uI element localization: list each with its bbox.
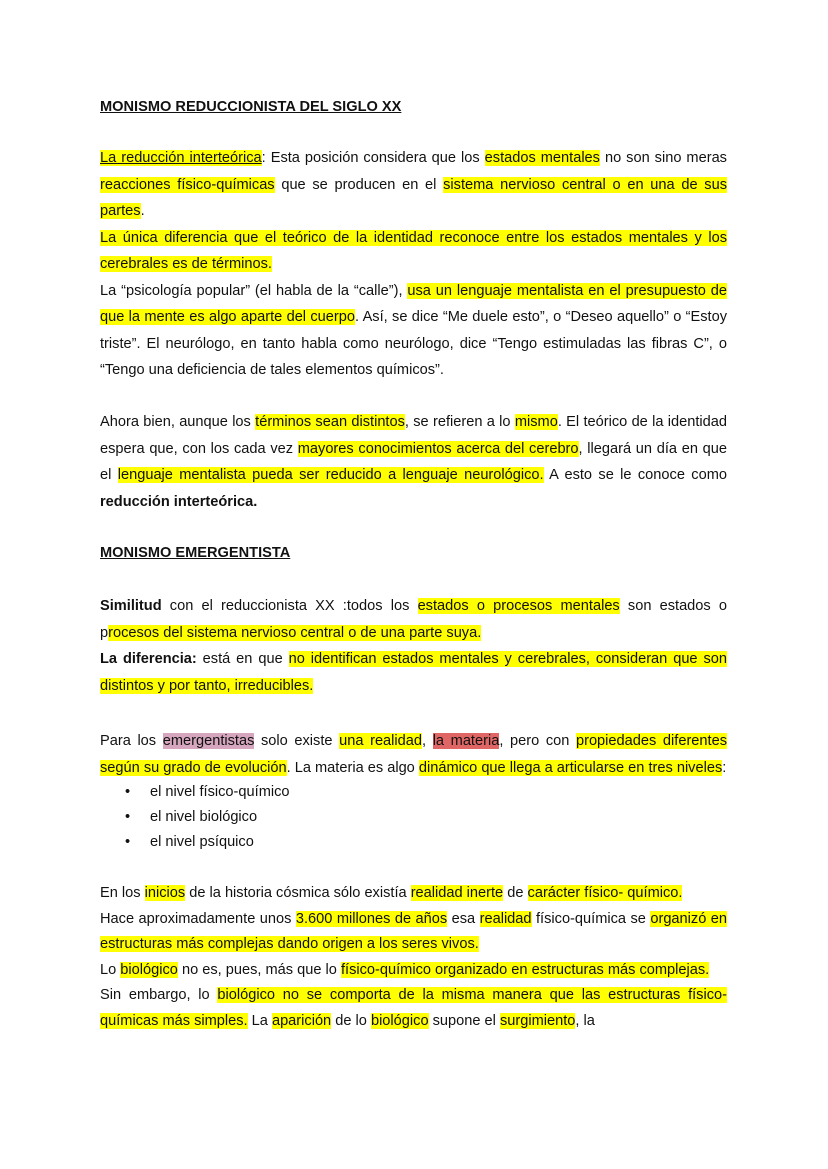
highlight: dinámico que llega a articularse en tres niveles <box>418 759 723 776</box>
highlight: lenguaje mentalista pueda ser reducido a lenguaje neurológico. <box>117 467 544 483</box>
highlight: biológico no se comporta de la misma manera que las estructuras físico-químicas más simples. <box>100 987 727 1029</box>
text: no son sino meras <box>599 150 727 166</box>
bold-term: Similitud <box>100 598 162 614</box>
list-item <box>100 805 290 830</box>
bold-term: reducción interteórica. <box>100 493 258 510</box>
text: Lo <box>100 961 121 978</box>
text: son estados o p <box>100 598 727 641</box>
text: . La materia es algo <box>286 759 419 776</box>
highlight-pink: emergentistas <box>162 733 255 749</box>
highlight: reacciones físico-químicas <box>100 176 275 193</box>
highlight: La única diferencia que el teórico de la identidad reconoce entre los estados mentales y los cerebrales es de términos. <box>100 229 727 272</box>
text: Para los <box>100 733 163 749</box>
text: . El teórico de la identidad espera que, con los cada vez <box>100 414 727 457</box>
section-title-emergentista: MONISMO EMERGENTISTA <box>100 545 291 561</box>
text: está en que <box>196 651 289 667</box>
text: Ahora bien, aunque los <box>100 414 256 430</box>
text: solo existe <box>254 733 340 749</box>
text: En los <box>100 885 145 901</box>
highlight: físico-químico organizado en estructuras más complejas. <box>340 961 710 978</box>
bold-term: La diferencia: <box>100 651 197 667</box>
text: La “psicología popular” (el habla de la “calle”), <box>100 282 408 299</box>
highlight: organizó en estructuras más complejas dando origen a los seres vivos. <box>100 910 728 952</box>
text: que se producen en el <box>274 176 444 193</box>
highlight: realidad <box>479 910 532 927</box>
bullet-icon: • <box>125 834 131 850</box>
paragraph-inicios <box>100 881 727 1034</box>
highlight: aparición <box>271 1012 332 1029</box>
highlight: mismo <box>514 414 558 430</box>
highlight: biológico <box>120 961 178 978</box>
highlight: sistema nervioso central o en una de sus partes <box>100 176 727 219</box>
paragraph-emergentistas <box>100 728 727 781</box>
text: A esto se le conoce como <box>543 467 727 483</box>
bullet-icon: • <box>125 784 131 800</box>
text: : <box>722 759 727 776</box>
text: de la historia cósmica sólo existía <box>185 885 411 901</box>
paragraph-similitud <box>100 593 727 699</box>
highlight: usa un lenguaje mentalista en el presupuesto de que la mente es algo aparte del cuerpo <box>100 282 727 325</box>
text: supone el <box>428 1012 500 1029</box>
list-item <box>100 780 290 805</box>
highlight: surgimiento <box>499 1012 576 1029</box>
text: de lo <box>331 1012 371 1029</box>
highlight: estados mentales <box>484 150 600 166</box>
highlight: propiedades diferentes según su grado de evolución <box>100 733 728 776</box>
highlight: no identifican estados mentales y cerebrales, consideran que son distintos y por tanto, irreducibles. <box>100 651 727 694</box>
text: , se refieren a lo <box>404 414 515 430</box>
highlight: una realidad <box>339 733 423 749</box>
highlight: términos sean distintos <box>255 414 405 430</box>
section-title-reduccionista: MONISMO REDUCCIONISTA DEL SIGLO XX <box>100 99 402 115</box>
text: . Así, se dice “Me duele esto”, o “Deseo aquello” o “Estoy triste”. El neurólogo, en tanto habla como neurólogo, dice “Tengo estimuladas las fibras C”, o “Tengo una deficiencia de tales elementos químicos”. <box>100 309 727 378</box>
list-item <box>100 830 290 855</box>
highlight: realidad inerte <box>410 885 504 901</box>
text: con el reduccionista XX :todos los <box>161 598 418 614</box>
paragraph-ahora-bien <box>100 409 727 515</box>
paragraph-reduccion-interteorica <box>100 145 727 384</box>
text: de <box>503 885 528 901</box>
text: . <box>140 203 145 219</box>
text: no es, pues, más que lo <box>177 961 341 978</box>
bullet-icon: • <box>125 809 131 825</box>
levels-list <box>100 780 290 855</box>
list-item-label: el nivel biológico <box>150 809 258 825</box>
text: , pero con <box>499 733 576 749</box>
text: , la <box>575 1012 595 1029</box>
highlight: carácter físico- químico. <box>527 885 683 901</box>
highlight: 3.600 millones de años <box>295 910 448 927</box>
text: Sin embargo, lo <box>100 987 218 1003</box>
text: : Esta posición considera que los <box>261 150 485 166</box>
text: , <box>422 733 433 749</box>
list-item-label: el nivel físico-químico <box>150 784 290 800</box>
highlight: biológico <box>370 1012 429 1029</box>
highlight-red: la materia <box>432 733 500 749</box>
text: , llegará un día en que el <box>100 440 727 483</box>
term-reduccion-interteorica: La reducción interteórica <box>100 150 262 166</box>
text: Hace aproximadamente unos <box>100 910 296 927</box>
highlight: inicios <box>144 885 186 901</box>
highlight: mayores conocimientos acerca del cerebro <box>297 440 579 457</box>
highlight: estados o procesos mentales <box>417 598 620 614</box>
list-item-label: el nivel psíquico <box>150 834 254 850</box>
highlight: rocesos del sistema nervioso central o de una parte suya. <box>108 624 482 641</box>
text: esa <box>447 910 480 927</box>
text: La <box>247 1012 272 1029</box>
text: físico-química se <box>531 910 651 927</box>
